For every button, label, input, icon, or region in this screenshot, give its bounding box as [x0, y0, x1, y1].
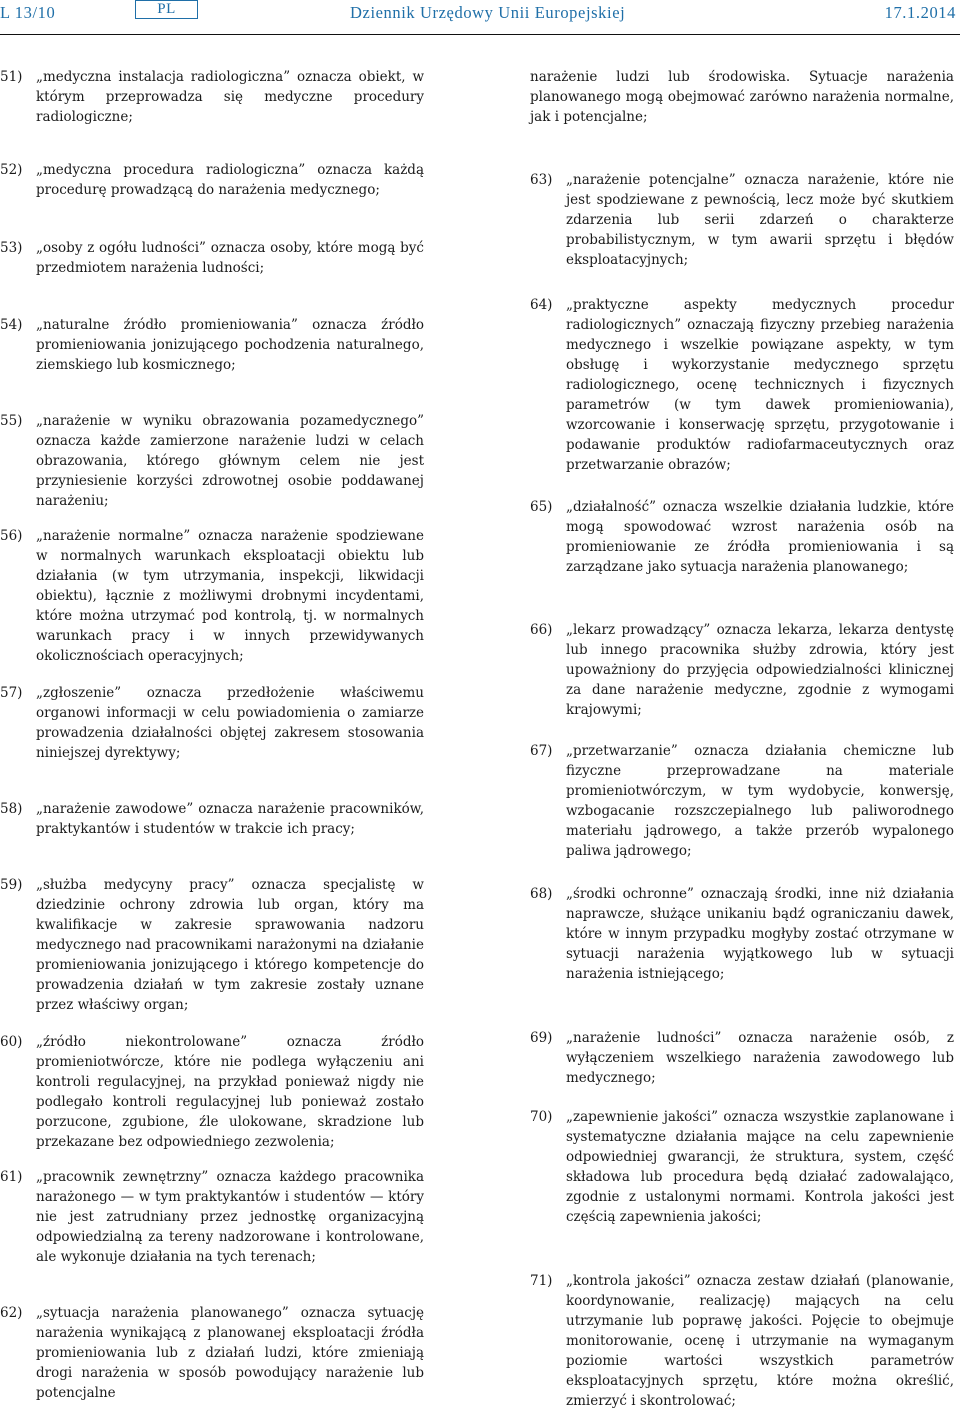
definition-item	[0, 67, 424, 127]
definition-text: „działalność” oznacza wszelkie działania ludzkie, które mogą spowodować wzrost narażenia osób na promieniowanie ze źródła promieniowania i są zarządzane jako sytuacja narażenia planowanego;	[566, 499, 954, 575]
definition-number: 56)	[0, 528, 23, 544]
definition-item	[0, 799, 424, 839]
definition-item	[0, 1303, 424, 1403]
definition-number: 66)	[530, 622, 553, 638]
definition-text: „zapewnienie jakości” oznacza wszystkie zaplanowane i systematyczne działania mające na celu zapewnienie odpowiedniej gwarancji, że struktura, system, część składowa lub procedura będą działać zadowalająco, zgodnie z ustalonymi normami. Kontrola jakości jest częścią zapewnienia jakości;	[566, 1109, 954, 1225]
definition-number: 52)	[0, 162, 23, 178]
definition-item	[0, 160, 424, 200]
definition-text: „medyczna instalacja radiologiczna” oznacza obiekt, w którym przeprowadza się medyczne procedury radiologiczne;	[36, 69, 424, 125]
definition-text: „sytuacja narażenia planowanego” oznacza sytuację narażenia wynikającą z planowanej eksploatacji źródła promieniowania lub z działań ludzi, które zmieniają drogi narażenia w sposób powodujący narażenie lub potencjalne	[36, 1305, 424, 1401]
definition-text: „lekarz prowadzący” oznacza lekarza, lekarza dentystę lub innego pracownika służby zdrowia, który jest upoważniony do przyjęcia odpowiedzialności klinicznej za dane narażenie medyczne, zgodnie z wymogami krajowymi;	[566, 622, 954, 718]
definition-number: 53)	[0, 240, 23, 256]
definition-number: 62)	[0, 1305, 23, 1321]
definition-number: 59)	[0, 877, 23, 893]
definition-item	[530, 1028, 954, 1088]
definition-text: „służba medycyny pracy” oznacza specjalistę w dziedzinie ochrony zdrowia lub organ, który ma kwalifikacje w zakresie sprawowania nadzoru medycznego nad pracownikami narażonymi na działanie promieniowania jonizującego i którego kompetencje do prowadzenia działań w tym zakresie zostały uznane przez właściwy organ;	[36, 877, 424, 1013]
definition-number: 63)	[530, 172, 553, 188]
page-number: L 13/10	[0, 3, 56, 22]
definition-item	[530, 497, 954, 577]
journal-title: Dziennik Urzędowy Unii Europejskiej	[350, 3, 626, 22]
definition-item	[530, 170, 954, 270]
definition-number: 60)	[0, 1034, 23, 1050]
definition-text: „narażenie zawodowe” oznacza narażenie pracowników, praktykantów i studentów w trakcie ich pracy;	[36, 801, 424, 837]
definition-number: 51)	[0, 69, 23, 85]
definition-text: „naturalne źródło promieniowania” oznacza źródło promieniowania jonizującego pochodzenia naturalnego, ziemskiego lub kosmicznego;	[36, 317, 424, 373]
definition-item	[0, 411, 424, 511]
definition-number: 64)	[530, 297, 553, 313]
definition-number: 69)	[530, 1030, 553, 1046]
definition-item	[0, 238, 424, 278]
definition-text: „narażenie potencjalne” oznacza narażenie, które nie jest spodziewane z pewnością, lecz może być skutkiem zdarzenia lub serii zdarzeń o charakterze probabilistycznym, w tym awarii sprzętu i błędów eksploatacyjnych;	[566, 172, 954, 268]
definition-text: „środki ochronne” oznaczają środki, inne niż działania naprawcze, służące unikaniu bądź ograniczaniu dawek, które w innym przypadku mogłyby zostać otrzymane w sytuacji narażenia wyjątkowego lub w sytuacji narażenia istniejącego;	[566, 886, 954, 982]
definition-text: „źródło niekontrolowane” oznacza źródło promieniotwórcze, które nie podlega wyłączeniu ani kontroli regulacyjnej, na przykład ponieważ nigdy nie podlegało kontroli regulacyjnej lub ponieważ zostało porzucone, zgubione, źle ulokowane, skradzione lub przekazane bez odpowiedniego zezwolenia;	[36, 1034, 424, 1150]
definition-item	[0, 875, 424, 1015]
definition-text: „pracownik zewnętrzny” oznacza każdego pracownika narażonego — w tym praktykantów i studentów — który nie jest zatrudniany przez jednostkę organizacyjną odpowiedzialną za tereny nadzorowane i kontrolowane, ale wykonuje działania na tych terenach;	[36, 1169, 424, 1265]
continuation-text: narażenie ludzi lub środowiska. Sytuacje narażenia planowanego mogą obejmować zarówno narażenia normalne, jak i potencjalne;	[530, 69, 954, 125]
language-badge: PL	[135, 0, 198, 19]
definition-item	[0, 1167, 424, 1267]
definition-text: „narażenie w wyniku obrazowania pozamedycznego” oznacza każde zamierzone narażenie ludzi w celach obrazowania, którego głównym celem nie jest przyniesienie korzyści zdrowotnej osobie poddawanej narażeniu;	[36, 413, 424, 509]
definition-item	[530, 295, 954, 475]
definition-number: 70)	[530, 1109, 553, 1125]
definition-item	[0, 683, 424, 763]
definition-item	[530, 741, 954, 861]
definition-number: 54)	[0, 317, 23, 333]
definition-text: „narażenie normalne” oznacza narażenie spodziewane w normalnych warunkach eksploatacji obiektu lub działania (w tym utrzymania, inspekcji, likwidacji obiektu), łącznie z możliwymi drobnymi incydentami, które można utrzymać pod kontrolą, tj. w normalnych warunkach pracy i w innych przewidywanych okolicznościach operacyjnych;	[36, 528, 424, 664]
definition-text: „zgłoszenie” oznacza przedłożenie właściwemu organowi informacji w celu powiadomienia o zamiarze prowadzenia działalności objętej zakresem stosowania niniejszej dyrektywy;	[36, 685, 424, 761]
definition-text: „praktyczne aspekty medycznych procedur radiologicznych” oznaczają fizyczny przebieg narażenia medycznego i wszelkie powiązane aspekty, w tym obsługę i wykorzystanie medycznego sprzętu radiologicznego, ocenę technicznych i fizycznych parametrów (w tym dawek promieniowania), wzorcowanie i konserwację sprzętu, przygotowanie i podawanie produktów radiofarmaceutycznych oraz przetwarzanie obrazów;	[566, 297, 954, 473]
definition-text: „kontrola jakości” oznacza zestaw działań (planowanie, koordynowanie, realizację) mających na celu utrzymanie lub poprawę jakości. Pojęcie to obejmuje monitorowanie, ocenę i utrzymanie na wymaganym poziomie wartości wszystkich parametrów eksploatacyjnych sprzętu, które można określić, zmierzyć i skontrolować;	[566, 1273, 954, 1409]
definition-text: „osoby z ogółu ludności” oznacza osoby, które mogą być przedmiotem narażenia ludności;	[36, 240, 424, 276]
definition-item	[530, 1271, 954, 1411]
definition-number: 55)	[0, 413, 23, 429]
definition-number: 71)	[530, 1273, 553, 1289]
definition-number: 57)	[0, 685, 23, 701]
definition-item	[530, 884, 954, 984]
definition-item	[530, 620, 954, 720]
definition-number: 68)	[530, 886, 553, 902]
definition-number: 61)	[0, 1169, 23, 1185]
definition-number: 65)	[530, 499, 553, 515]
publication-date: 17.1.2014	[884, 3, 956, 22]
definition-text: „narażenie ludności” oznacza narażenie osób, z wyłączeniem wszelkiego narażenia zawodowego lub medycznego;	[566, 1030, 954, 1086]
definition-item	[0, 1032, 424, 1152]
definition-item	[0, 315, 424, 375]
definition-text: „przetwarzanie” oznacza działania chemiczne lub fizyczne przeprowadzane na materiale promieniotwórczym, w tym wydobycie, konwersję, wzbogacanie rozszczepialnego lub paliworodnego materiału jądrowego, a także przerób wypalonego paliwa jądrowego;	[566, 743, 954, 859]
definition-number: 58)	[0, 801, 23, 817]
definition-item	[0, 526, 424, 666]
definition-item	[530, 1107, 954, 1227]
definition-number: 67)	[530, 743, 553, 759]
page-header	[0, 0, 960, 35]
definition-text: „medyczna procedura radiologiczna” oznacza każdą procedurę prowadzącą do narażenia medycznego;	[36, 162, 424, 198]
